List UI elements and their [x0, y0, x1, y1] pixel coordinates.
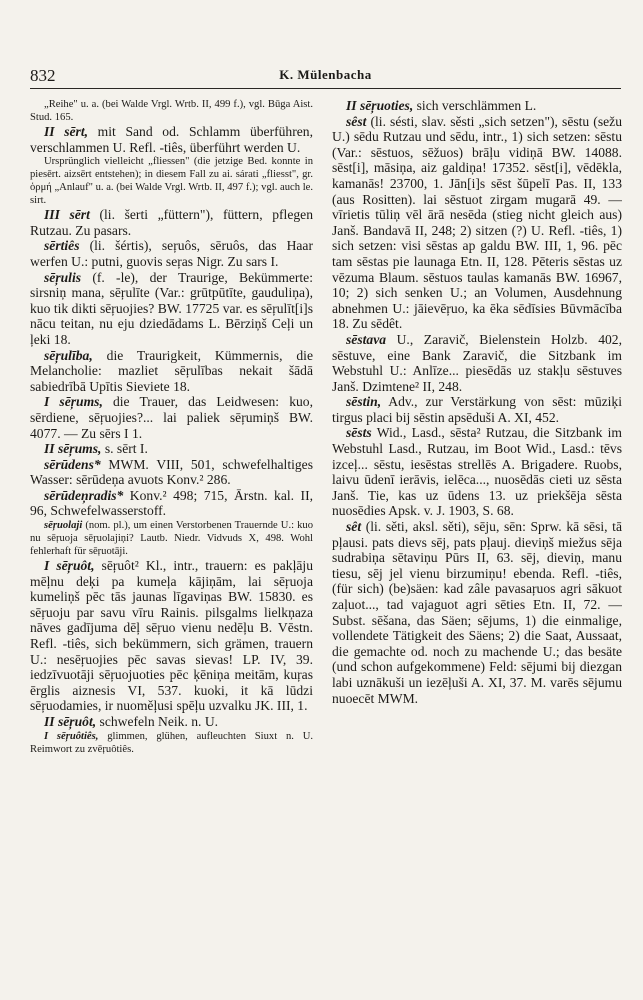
entry-text: Wid., Lasd., sēsta² Rutzau, die Sitzbank im Webstuhl Lasd., Rutzau, im Boot Wid., Lasd.: tēvs izceļ... sēstu, iesēstas strellēs A. Brigadere. Ruobs, laivu ūdenī ierāvis, ielēca..., nuosēdās cieti uz sēsta Janš. Tie, kas uz ūdens 13. uz priekšēja sēsta nuosēdies Apsk. v. J. 1903, S. 68.	[332, 425, 622, 519]
entry-text: (li. šerti „füttern"), füttern, pflegen Rutzau. Zu pasars.	[30, 207, 313, 238]
left-column	[30, 98, 313, 978]
right-column	[332, 98, 622, 978]
entry-headword: II sēŗuoties,	[346, 98, 414, 113]
entry-headword: sēŗuolaji	[44, 520, 83, 532]
entry-text: „Reihe" u. a. (bei Walde Vrgl. Wrtb. II, 499 f.), vgl. Būga Aist. Stud. 165.	[30, 99, 313, 123]
dictionary-entry	[30, 488, 313, 519]
entry-text: sich verschlämmen L.	[413, 98, 537, 113]
entry-headword: sēŗulība,	[44, 347, 93, 363]
dictionary-entry	[30, 394, 313, 441]
dictionary-entry	[332, 114, 622, 332]
dictionary-entry	[30, 558, 313, 714]
entry-headword: I sēŗums,	[44, 394, 103, 410]
dictionary-entry	[30, 124, 313, 155]
dictionary-entry	[332, 425, 622, 519]
entry-text: Konv.² 498; 715, Ārstn. kal. II, 96, Schwefelwasserstoff.	[30, 487, 313, 519]
entry-text: sēŗuôt² Kl., intr., trauern: es pakļāju mēļnu deķi pa kumeļa kājiņām, lai sēŗuoja kumeliņš pēc tās jaunas līgaviņas BW. 15830. es sēŗuoju par savu vīru Rainis. pilsgalms lielkņaza nāves gadījuma dēļ sēŗuo vienu nedēļu B. Vēstn. Refl. -tiês, sich bekümmern, sich grämen, trauern U.: nesēŗuojies pēc savas sievas! LP. IV, 39. iedzīvuotāji sēŗuojuoties pēc ķēniņa meitām, kuŗas ērglis aiznesis VI, 537. kuoki, it kā lūdzi sēŗuodamies, ir nuoměļusi spēļu uzvalku JK. III, 1.	[30, 558, 313, 714]
dictionary-entry	[332, 332, 622, 394]
entry-headword: I sēŗuôt,	[44, 558, 95, 574]
dictionary-entry	[332, 98, 622, 114]
entry-text: schwefeln Neik. n. U.	[96, 714, 219, 729]
entry-text: Ursprünglich vielleicht „fliessen" (die jetzige Bed. konnte in piesērt. aizsērt entstehen); in diesem Fall zu ai. sárati „fliesst", gr. ὁρμή „Anlauf" u. a. (bei Walde Vrgl. Wrtb. II, 497 f.); vgl. auch le. sirt.	[30, 156, 313, 207]
entry-text: U., Zaravič, Bielenstein Holzb. 402, sēstuve, eine Bank Zaravič, die Sitzbank im Webstuhl U.: Anlīze... piesēdās uz stakļu sēstuves Janš. Dzimtene² II, 248.	[332, 331, 622, 394]
page-header	[30, 62, 621, 89]
entry-text: MWM. VIII, 501, schwefelhaltiges Wasser: sērūdeņa avuots Konv.² 286.	[30, 456, 313, 488]
entry-headword: sēŗulis	[44, 269, 82, 285]
dictionary-entry	[30, 207, 313, 238]
entry-text: glimmen, glühen, aufleuchten Siuxt n. U. Reimwort zu zvēŗuôtiês.	[30, 730, 313, 755]
entry-text: (li. sésti, slav. sěsti „sich setzen"), sēstu (sežu U.) sēdu Rutzau und sēdu, intr., 1) sich setzen: sēstu (Var.: sēstuos, sēžuos) brāļu vidiņā BW. 14088. sēst[i], māsiņa, aiz galdiņa! 17352. sēst[i], vēdēkla, kamanās! 23700, 1. Jān[i]s sēst šūpelī Pas. II, 133 (aus Rositten). lai sēstuot zirgam mugarā 49. — vīrietis tūliņ vēl ārā nesēda (stieg nicht gleich aus) Janš. Bandavā II, 248; 2) sitzen (?) U. Refl. -tiês, 1) sich setzen: visi sēstas ap galdu BW. III, 1, 96. pēc tam sēstas pie launaga Etn. II, 128. Pēteris sēstas uz vēzuma Blaum. sēstuos taulas kamanās BW. 16967, 10; 2) sich senken U.; an Volumen, Ausdehnung abnehmen U.: jāievēŗuo, ka ēka sēdīsies Būvmācība 18. Zu sēdêt.	[332, 113, 622, 332]
entry-headword: sērtiês	[44, 238, 80, 254]
dictionary-entry	[30, 270, 313, 348]
entry-headword: II sēŗuôt,	[44, 714, 97, 729]
entry-text: (nom. pl.), um einen Verstorbenen Trauernde U.: kuo nu sēŗuoja sēŗuolajiņi? Lautb. Niedr. Vidvuds X, 498. Wohl fehlerhaft für sēŗuotāji.	[30, 520, 313, 558]
entry-headword: I sēŗuôtiês,	[44, 730, 99, 742]
entry-text: (f. -le), der Traurige, Bekümmerte: sirsniņ mana, sēŗulīte (Var.: grūtpūtīte, gauduliņa), kuo tik dikti sēŗuojies? BW. 17725 var. es sēŗulīt[i]s nācu teitan, nu eju dziedādams L. Bērziņš Ceļi un ļeki 18.	[30, 269, 313, 347]
entry-text: (li. šértis), seŗuôs, sēruôs, das Haar werfen U.: putni, guovis seŗas Nigr. Zu sars I.	[30, 238, 313, 269]
entry-headword: II sērt,	[44, 124, 89, 139]
entry-headword: sērūdeņradis*	[44, 487, 124, 503]
dictionary-entry	[30, 238, 313, 269]
entry-text: (li. sěti, aksl. sěti), sēju, sēn: Sprw. kā sēsi, tā pļausi. pats dievs sēj, pats pļauj. dieviņš miežus sēja sudrabiņa sētaviņu Pūrs II, 63. sēj, dieviņ, manu tiesu, sēj jel vienu birzumiņu! ebenda. Refl. -tiês, (für sich) (be)säen: kad zâle pavasaŗuos agri sākuot zaļuot..., tad vajaguot agri sēties Etn. II, 72. — Subst. sēšana, das Säen; sējums, 1) die einmalige, vollendete Tätigkeit des Säens; 2) die Saat, Aussaat, die gemachte od. noch zu machende U.; das besäte (und schon aufgekommene) Feld: sējumi bij diezgan labi uznākuši un iezēļuši A. XI, 37. M. varēs sējumu nuoecēt MWM.	[332, 519, 622, 706]
entry-headword: sêt	[346, 519, 362, 535]
entry-text: die Traurigkeit, Kümmernis, die Melancholie: mazliet sēŗulības nekait šādā sabiedrībā Upītis Sieviete 18.	[30, 347, 313, 394]
entry-headword: sêst	[346, 113, 367, 129]
entry-text: s. sērt I.	[101, 441, 148, 457]
entry-headword: sēstava	[346, 331, 387, 347]
entry-headword: sēsts	[346, 425, 372, 441]
entry-text: die Trauer, das Leidwesen: kuo, sērdiene, sēŗuojies?... lai paliek sēŗumiņš BW. 4077. — Zu sērs I 1.	[30, 394, 313, 441]
entry-text: mit Sand od. Schlamm überführen, verschlammen U. Refl. -tiês, überführt werden U.	[30, 124, 313, 155]
page-number: 832	[30, 66, 56, 85]
dictionary-entry	[30, 348, 313, 395]
dictionary-entry	[332, 519, 622, 706]
dictionary-entry	[30, 441, 313, 457]
entry-headword: II sēŗums,	[44, 441, 102, 457]
dictionary-entry	[30, 457, 313, 488]
dictionary-entry	[30, 519, 313, 558]
dictionary-entry	[30, 714, 313, 730]
dictionary-entry	[30, 98, 313, 124]
dictionary-entry	[30, 730, 313, 756]
dictionary-entry	[332, 394, 622, 425]
entry-headword: sēstin,	[346, 394, 382, 410]
running-head: K. Mülenbacha	[279, 67, 372, 82]
entry-headword: sērūdens*	[44, 456, 101, 472]
entry-text: Adv., zur Verstärkung von sēst: mūziķi tirgus placi bij sēstin apsēduši A. XI, 452.	[332, 394, 622, 425]
dictionary-entry	[30, 155, 313, 207]
entry-headword: III sērt	[44, 207, 90, 223]
